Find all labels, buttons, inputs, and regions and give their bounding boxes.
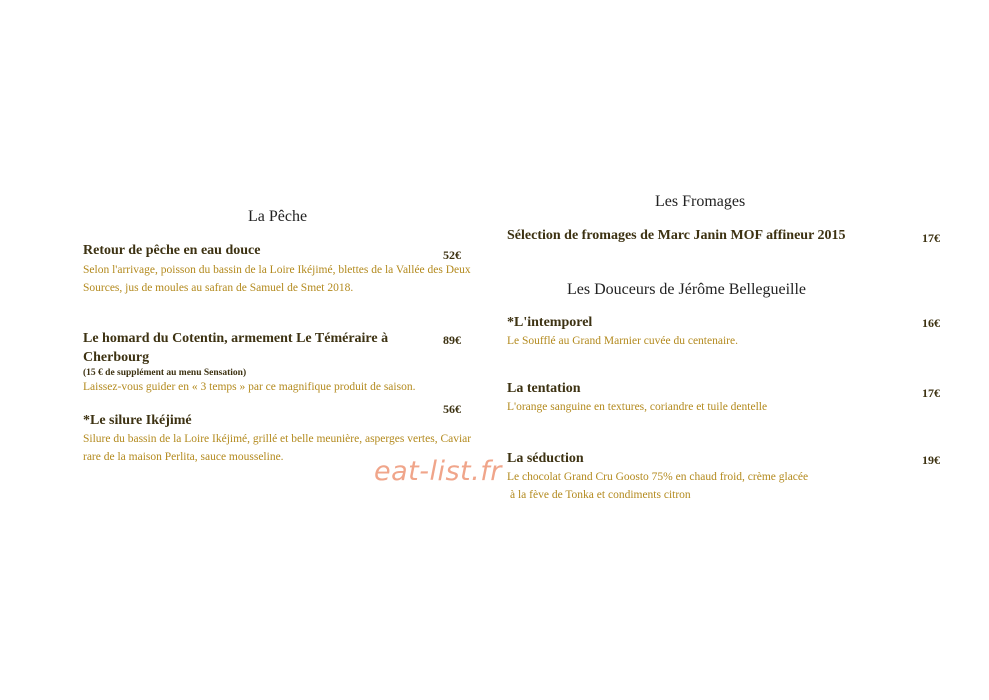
section-title-peche: La Pêche — [248, 208, 308, 225]
dish-description: Silure du bassin de la Loire Ikéjimé, grillé et belle meunière, asperges vertes, Caviar rare de la maison Perlita, sauce mousseline. — [83, 433, 472, 463]
dish-price: 89€ — [443, 333, 461, 347]
watermark-logo: eat-list.fr — [374, 456, 502, 487]
dish-price: 16€ — [922, 316, 940, 330]
menu-item-homard — [83, 329, 435, 367]
dish-name: *Le silure Ikéjimé — [83, 413, 192, 428]
dish-description: Le Soufflé au Grand Marnier cuvée du centenaire. — [507, 335, 738, 347]
menu-item-intemporel — [507, 313, 897, 350]
supplement-note: (15 € de supplément au menu Sensation) — [83, 368, 247, 378]
dish-name: *L'intemporel — [507, 315, 593, 330]
dish-description: Selon l'arrivage, poisson du bassin de la Loire Ikéjimé, blettes de la Vallée des Deux Sources, jus de moules au safran de Samuel de Smet 2018. — [83, 264, 471, 294]
section-title-fromages: Les Fromages — [655, 193, 746, 210]
dish-price: 19€ — [922, 453, 940, 467]
dish-price: 17€ — [922, 386, 940, 400]
dish-name: La tentation — [507, 381, 581, 396]
dish-name: Le homard du Cotentin, armement Le Téméraire à Cherbourg — [83, 331, 389, 365]
dish-description: Le chocolat Grand Cru Goosto 75% en chaud froid, crème glacée — [507, 471, 809, 483]
dish-name: Sélection de fromages de Marc Janin MOF affineur 2015 — [507, 228, 846, 243]
menu-item-tentation — [507, 379, 897, 416]
section-title-douceurs: Les Douceurs de Jérôme Bellegueille — [567, 281, 807, 298]
dish-name: Retour de pêche en eau douce — [83, 243, 261, 258]
dish-price: 52€ — [443, 248, 461, 262]
menu-item-seduction — [507, 449, 907, 504]
dish-description: Laissez-vous guider en « 3 temps » par ce magnifique produit de saison. — [83, 381, 416, 393]
dish-price: 56€ — [443, 402, 461, 416]
dish-price: 17€ — [922, 231, 940, 245]
dish-description: L'orange sanguine en textures, coriandre et tuile dentelle — [507, 401, 768, 413]
dish-description: à la fève de Tonka et condiments citron — [510, 489, 691, 501]
menu-item-retour-de-peche — [83, 241, 483, 297]
dish-name: La séduction — [507, 451, 584, 466]
